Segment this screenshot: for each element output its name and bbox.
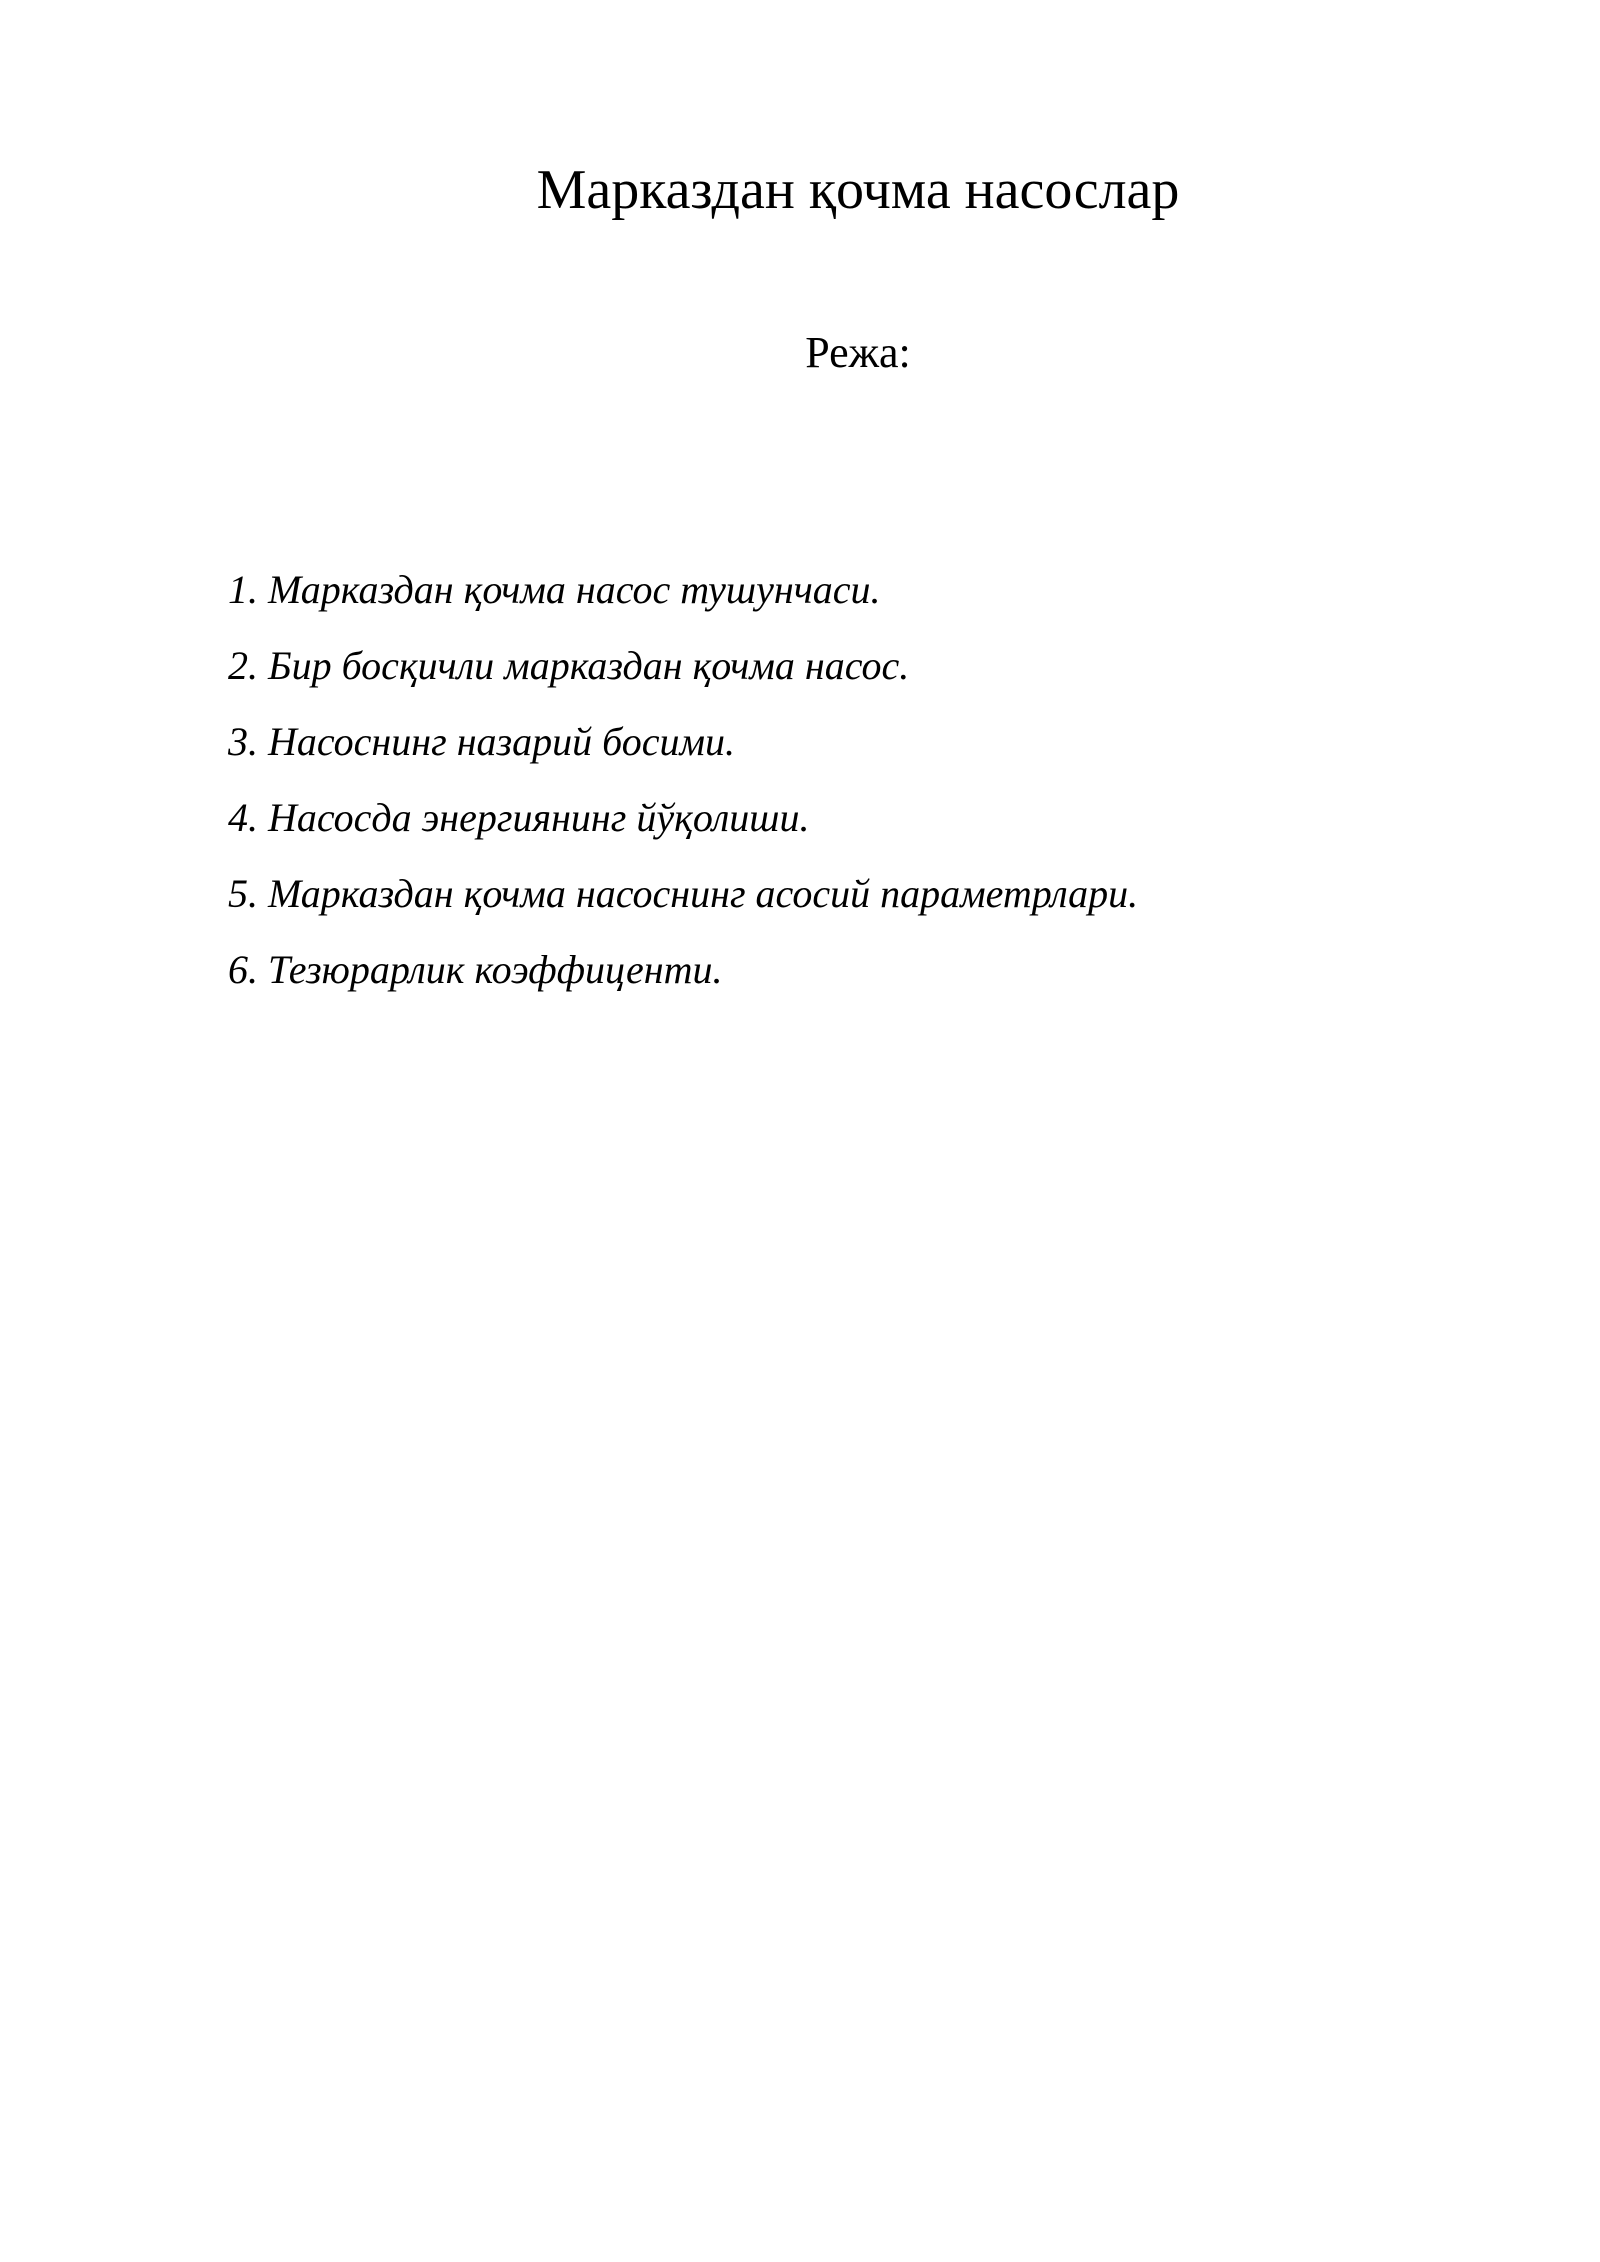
plan-item-number: 4. bbox=[228, 795, 258, 840]
plan-item-text: Насосда энергиянинг йўқолиши. bbox=[268, 795, 810, 840]
plan-heading: Режа: bbox=[805, 328, 911, 377]
plan-item bbox=[228, 856, 1138, 932]
plan-item bbox=[228, 932, 1138, 1008]
plan-item bbox=[228, 780, 1138, 856]
plan-item-number: 5. bbox=[228, 871, 258, 916]
plan-item bbox=[228, 552, 1138, 628]
page-title: Марказдан қочма насослар bbox=[536, 159, 1180, 221]
plan-item-text: Тезюрарлик коэффиценти. bbox=[268, 947, 723, 992]
plan-item-text: Марказдан қочма насос тушунчаси. bbox=[268, 567, 881, 612]
plan-item-number: 2. bbox=[228, 643, 258, 688]
plan-item-number: 6. bbox=[228, 947, 258, 992]
plan-item-text: Марказдан қочма насоснинг асосий параметрлари. bbox=[268, 871, 1139, 916]
plan-item bbox=[228, 704, 1138, 780]
plan-item-text: Бир босқичли марказдан қочма насос. bbox=[268, 643, 910, 688]
plan-list bbox=[228, 552, 1138, 1008]
plan-item-number: 1. bbox=[228, 567, 258, 612]
plan-item-text: Насоснинг назарий босими. bbox=[268, 719, 736, 764]
plan-item bbox=[228, 628, 1138, 704]
plan-item-number: 3. bbox=[228, 719, 258, 764]
